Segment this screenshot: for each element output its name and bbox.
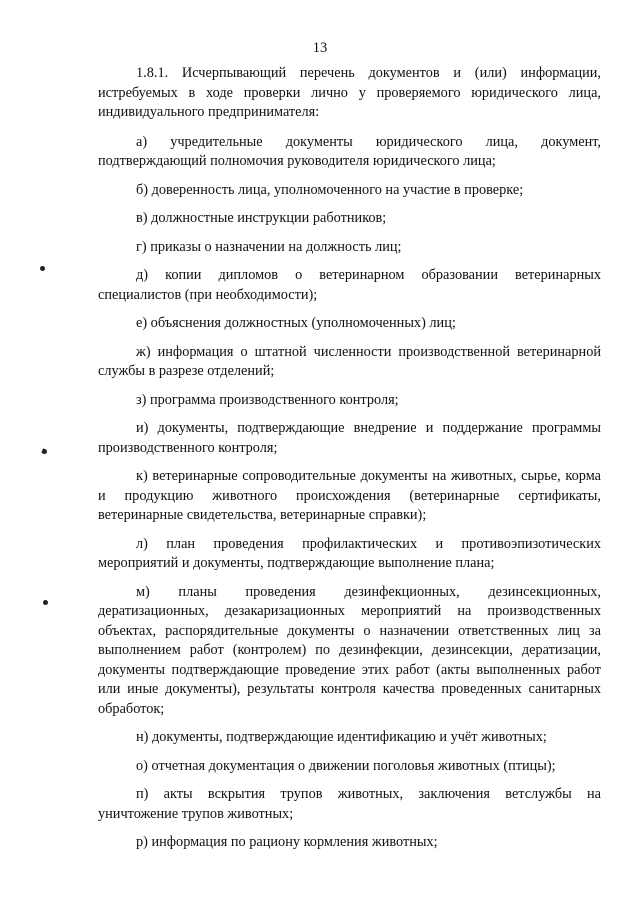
list-item-r: р) информация по рациону кормления животных; [136,834,438,850]
margin-mark [41,448,47,454]
list-item-v: в) должностные инструкции работников; [136,210,387,226]
list-item-l: л) план проведения профилактических и противоэпизотических мероприятий и документы, подтверждающие выполнение плана; [98,535,601,571]
list-item-g: г) приказы о назначении на должность лиц; [136,238,402,255]
list-item-z: з) программа производственного контроля; [136,391,399,408]
page-number: 13 [312,40,328,56]
document-body [98,64,601,862]
list-item-b: б) доверенность лица, уполномоченного на участие в проверке; [136,181,524,198]
list-item-e: е) объяснения должностных (уполномоченных) лиц; [136,315,456,331]
margin-mark [40,266,45,271]
list-item-a: а) учредительные документы юридического лица, документ, подтверждающий полномочия руководителя юридического лица; [98,133,601,169]
list-item-p: п) акты вскрытия трупов животных, заключения ветслужбы на уничтожение трупов животных; [98,786,601,822]
list-item-m: м) планы проведения дезинфекционных, дезинсекционных, дератизационных, дезакаризационных мероприятий на производственных объектах, распорядительные документы о назначении ответственных лиц за выполнением работ (контролем) по дезинфекции, дезинсекции, дератизации, документы подтверждающие проведение этих работ (акты выполненных работ или иные документы), результаты контроля качества проведенных санитарных обработок; [98,583,601,717]
list-item-n: н) документы, подтверждающие идентификацию и учёт животных; [136,729,547,745]
list-item-zh: ж) информация о штатной численности производственной ветеринарной службы в разрезе отделений; [98,343,601,379]
margin-mark [43,600,48,605]
list-item-k: к) ветеринарные сопроводительные документы на животных, сырье, корма и продукцию животного происхождения (ветеринарные сертификаты, ветеринарные свидетельства, ветеринарные справки); [98,468,601,523]
list-item-i: и) документы, подтверждающие внедрение и поддержание программы производственного контроля; [98,420,601,456]
list-item-d: д) копии дипломов о ветеринарном образовании ветеринарных специалистов (при необходимости); [98,267,601,303]
list-item-o: о) отчетная документация о движении поголовья животных (птицы); [136,757,556,774]
intro-paragraph: 1.8.1. Исчерпывающий перечень документов и (или) информации, истребуемых в ходе проверки лично у проверяемого юридического лица, индивидуального предпринимателя: [98,65,601,120]
